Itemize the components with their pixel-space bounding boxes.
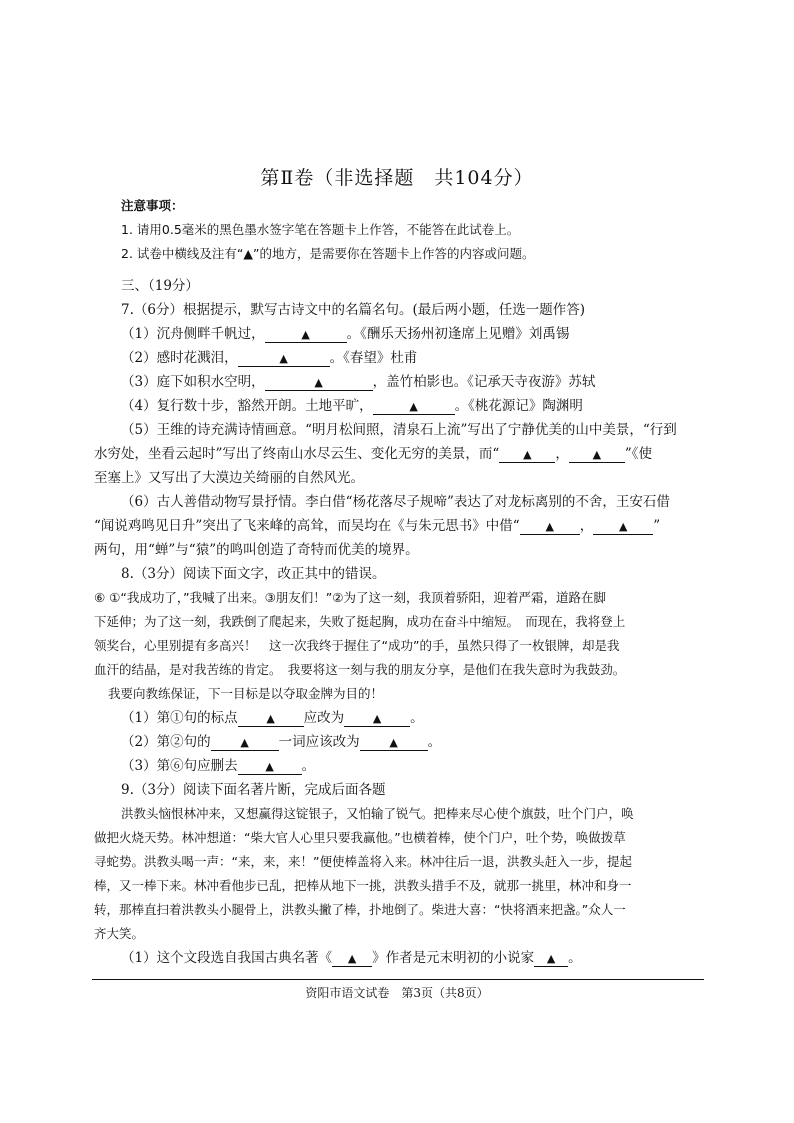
- q8-sub-3: [121, 758, 315, 775]
- q7-item-3-pre: （3）庭下如积水空明，: [121, 374, 265, 390]
- q8-passage-line-2: 下延伸；为了这一刻，我跌倒了爬起来，失败了挺起胸，成功在奋斗中缩短。 而现在，我将登上: [94, 614, 626, 629]
- notice-heading: 注意事项：: [121, 198, 184, 213]
- page-footer: 资阳市语文试卷 第3页（共8页）: [305, 986, 489, 1000]
- q7-item-6-line-3: 两句，用“蝉”与“猿”的鸣叫创造了奇特而优美的境界。: [94, 542, 419, 558]
- q8-passage-line-4: 血汗的结晶，是对我苦练的肯定。 我要将这一刻与我的朋友分享，是他们在我失意时为我鼓劲。: [94, 662, 626, 677]
- q7-item-4: [121, 398, 583, 415]
- q7-item-2-pre: （2）感时花溅泪，: [121, 350, 238, 366]
- q8-sub-1-blank-2: ▲: [344, 712, 410, 727]
- q8-sub-2: [121, 734, 441, 751]
- q7-item-5-blank-1: ▲: [499, 448, 555, 463]
- q7-item-6-line-1: （6）古人善借动物写景抒情。李白借“杨花落尽子规啼”表达了对龙标离别的不舍，王安石借: [121, 494, 670, 510]
- q7-item-2-post: 。《春望》杜甫: [329, 350, 418, 366]
- q8-sub-2-pre: （2）第②句的: [121, 734, 211, 750]
- q7-item-2: [121, 350, 417, 367]
- q7-item-5-pre: 水穷处，坐看云起时”写出了终南山水尽云生、变化无穷的美景，而“: [94, 446, 500, 462]
- q7-item-5-line-3: 至塞上》又写出了大漠边关绮丽的自然风光。: [94, 470, 364, 486]
- q9-sub-1-pre: （1）这个文段选自我国古典名著《: [121, 950, 333, 966]
- q8-sub-1-mid: 应改为: [303, 710, 345, 726]
- q7-item-2-blank: ▲: [238, 352, 330, 367]
- q8-passage-line-1: ⑥ ①“我成功了，”我喊了出来。③朋友们！”②为了这一刻，我顶着骄阳，迎着严霜，道路在脚: [94, 590, 606, 605]
- footer-rule: [92, 979, 704, 980]
- q7-item-4-post: 。《桃花源记》陶渊明: [454, 398, 583, 414]
- q9-sub-1-blank-1: ▲: [332, 952, 372, 967]
- q7-item-1: [121, 326, 569, 343]
- q8-sub-1-blank-1: ▲: [238, 712, 304, 727]
- q9-passage-line-6: 齐大笑。: [94, 926, 145, 941]
- q9-sub-1: [121, 950, 582, 967]
- q7-item-6-blank-1: ▲: [520, 520, 580, 535]
- q7-item-6-blank-2: ▲: [593, 520, 653, 535]
- q8-passage-line-5: 我要向教练保证，下一目标是以夺取金牌为目的！: [108, 686, 384, 701]
- q8-sub-2-mid: 一词应该改为: [278, 734, 360, 750]
- q8-sub-1-post: 。: [410, 710, 424, 726]
- q9-passage-line-4: 棒，又一棒下来。林冲看他步已乱，把棒从地下一挑，洪教头措手不及，就那一挑里，林冲和身一: [94, 878, 632, 893]
- q7-item-3: [121, 374, 595, 391]
- q7-item-6-sep: ，: [579, 518, 594, 534]
- q7-stem: 7.（6分）根据提示，默写古诗文中的名篇名句。(最后两小题，任选一题作答): [121, 302, 586, 318]
- q7-item-3-post: ，盖竹柏影也。《记承天寺夜游》苏轼: [372, 374, 596, 390]
- q7-item-1-post: 。《酬乐天扬州初逢席上见赠》刘禹锡: [346, 326, 570, 342]
- q9-passage-line-5: 转，那棒直扫着洪教头小腿骨上，洪教头撇了棒，扑地倒了。柴进大喜：“快将酒来把盏。”众人一: [94, 902, 626, 917]
- q9-sub-1-mid: 》作者是元末明初的小说家: [372, 950, 535, 966]
- q7-item-3-blank: ▲: [265, 376, 373, 391]
- q7-item-5-sep: ，: [555, 446, 569, 462]
- q9-passage-line-3: 寻蛇势。洪教头喝一声：“来，来，来！”便使棒盖将入来。林冲往后一退，洪教头赶入一步，提起: [94, 854, 632, 869]
- q7-item-5-post: ”《使: [624, 446, 652, 462]
- q7-item-1-pre: （1）沉舟侧畔千帆过，: [121, 326, 265, 342]
- q8-sub-2-blank-2: ▲: [360, 736, 428, 751]
- q9-sub-1-blank-2: ▲: [534, 952, 568, 967]
- q8-sub-3-blank: ▲: [238, 760, 302, 775]
- q7-item-5-line-1: （5）王维的诗充满诗情画意。“明月松间照，清泉石上流”写出了宁静优美的山中美景，“行到: [121, 422, 677, 438]
- q7-item-6-post: ”: [653, 518, 661, 534]
- q7-item-4-pre: （4）复行数十步，豁然开朗。土地平旷，: [121, 398, 373, 414]
- q7-item-5-blank-2: ▲: [569, 448, 625, 463]
- q9-sub-1-post: 。: [568, 950, 582, 966]
- q8-sub-3-post: 。: [301, 758, 316, 774]
- q8-passage-line-3: 领奖台，心里别提有多高兴！ 这一次我终于握住了“成功”的手，虽然只得了一枚银牌，却是我: [94, 638, 620, 653]
- section-3-heading: 三、（19分）: [121, 278, 199, 294]
- q9-passage-line-2: 做把火烧天势。林冲想道：“柴大官人心里只要我赢他。”也横着棒，使个门户，吐个势，唤做拨草: [94, 830, 626, 845]
- q8-sub-1: [121, 710, 424, 727]
- q8-sub-3-pre: （3）第⑥句应删去: [121, 758, 238, 774]
- q8-sub-1-pre: （1）第①句的标点: [121, 710, 238, 726]
- q9-stem: 9.（3分）阅读下面名著片断，完成后面各题: [121, 782, 386, 798]
- q7-item-1-blank: ▲: [265, 328, 347, 343]
- q8-sub-2-post: 。: [427, 734, 442, 750]
- q7-item-5-line-2: [94, 446, 652, 463]
- q7-item-4-blank: ▲: [373, 400, 455, 415]
- q7-item-6-pre: “闻说鸡鸣见日升”突出了飞来峰的高耸，而吴均在《与朱元思书》中借“: [94, 518, 520, 534]
- q9-passage-line-1: 洪教头恼恨林冲来，又想赢得这锭银子，又怕输了锐气。把棒来尽心使个旗鼓，吐个门户，唤: [121, 806, 634, 821]
- notice-item-2: 2. 试卷中横线及注有“▲”的地方，是需要你在答题卡上作答的内容或问题。: [121, 246, 535, 261]
- q8-stem: 8.（3分）阅读下面文字，改正其中的错误。: [121, 566, 386, 582]
- notice-item-1: 1. 请用0.5毫米的黑色墨水签字笔在答题卡上作答，不能答在此试卷上。: [121, 222, 520, 237]
- page-title: 第Ⅱ卷（非选择题 共104分）: [260, 167, 534, 189]
- q8-sub-2-blank-1: ▲: [211, 736, 279, 751]
- q7-item-6-line-2: [94, 518, 660, 535]
